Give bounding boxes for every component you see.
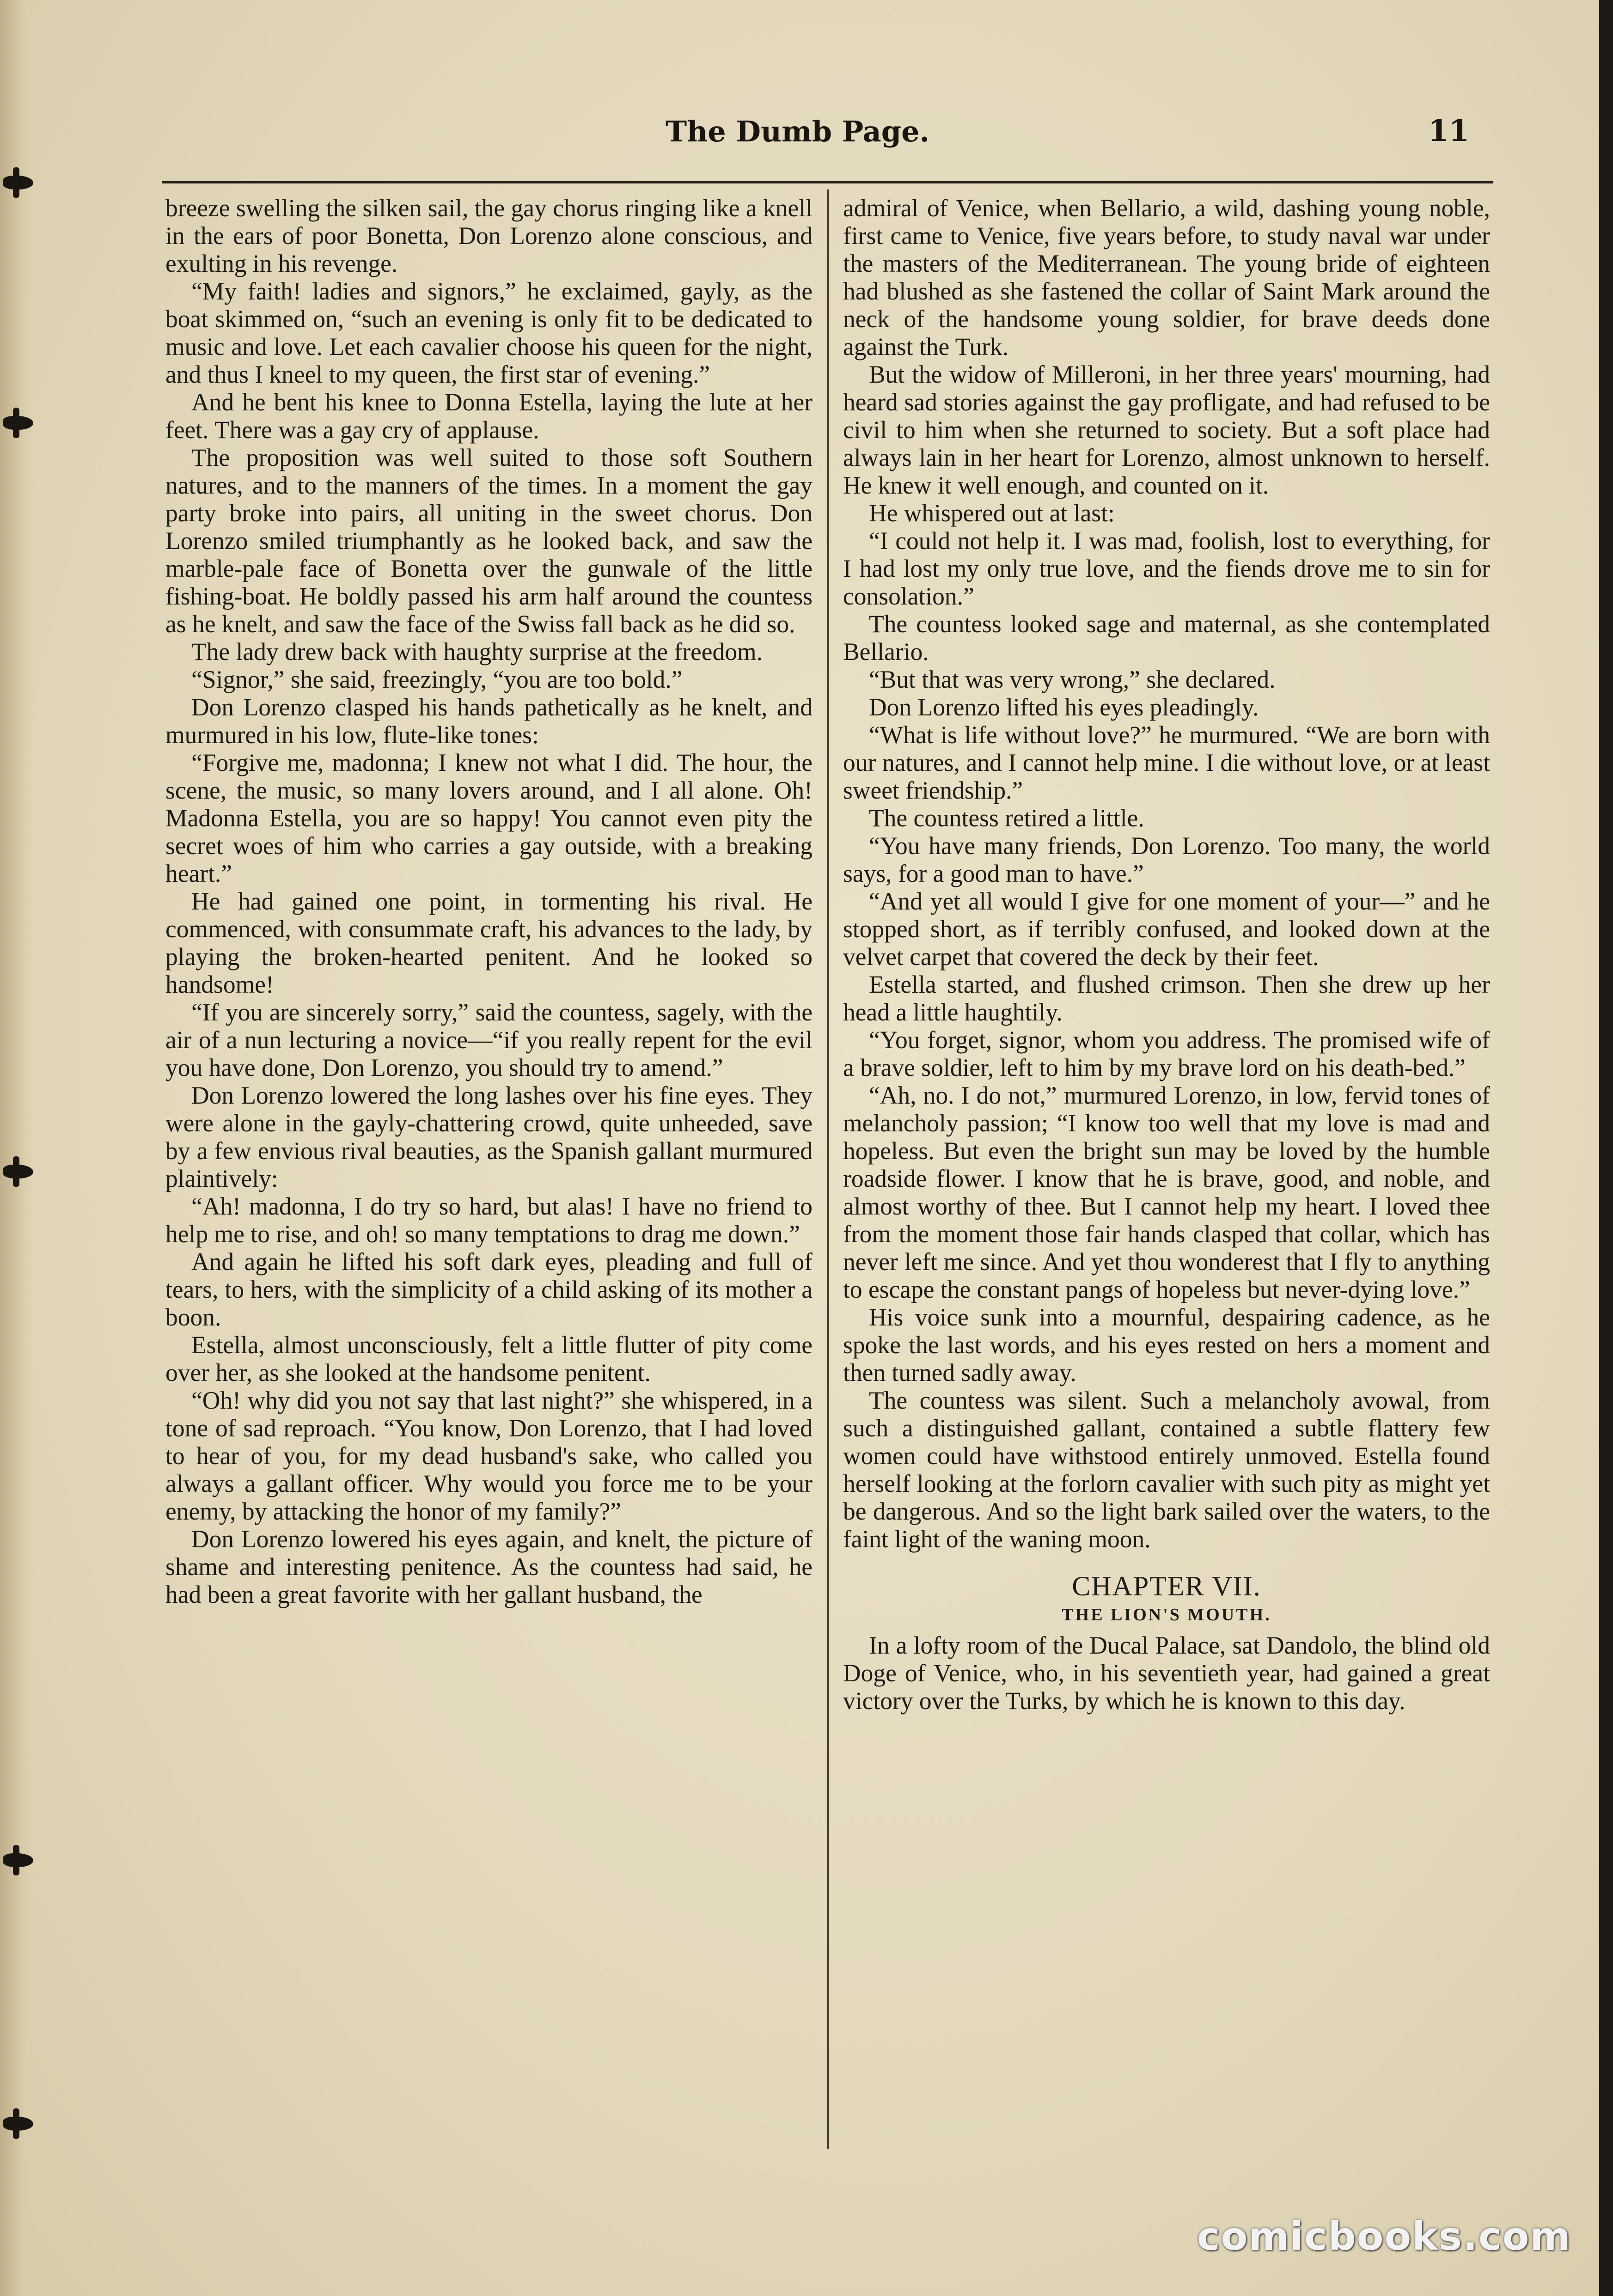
chapter-subtitle: THE LION'S MOUTH.	[1062, 1605, 1271, 1624]
paragraph: “You forget, signor, whom you address. The promised wife of a brave soldier, left to him by my brave lord on his death-bed.”	[843, 1026, 1490, 1081]
paragraph: Don Lorenzo clasped his hands pathetically as he knelt, and murmured in his low, flute-like tones:	[165, 693, 813, 749]
paragraph: “Ah, no. I do not,” murmured Lorenzo, in low, fervid tones of melancholy passion; “I know too well that my love is mad and hopeless. But even the bright sun may be loved by the humble roadside flower. I know that he is brave, good, and noble, and almost worthy of thee. But I cannot help my heart. I loved thee from the moment those fair hands clasped that collar, which has never left me since. And yet thou wonderest that I fly to anything to escape the constant pangs of hopeless but never-dying love.”	[843, 1081, 1490, 1303]
paragraph: “I could not help it. I was mad, foolish, lost to everything, for I had lost my only true love, and the fiends drove me to sin for consolation.”	[843, 527, 1490, 610]
paragraph: In a lofty room of the Ducal Palace, sat Dandolo, the blind old Doge of Venice, who, in his seventieth year, had gained a great victory over the Turks, by which he is known to this day.	[843, 1631, 1490, 1715]
right-column	[843, 194, 1490, 2135]
paragraph: And again he lifted his soft dark eyes, pleading and full of tears, to hers, with the simplicity of a child asking of its mother a boon.	[165, 1248, 813, 1331]
paragraph: “You have many friends, Don Lorenzo. Too many, the world says, for a good man to have.”	[843, 832, 1490, 887]
right-column-text-before-chapter	[843, 194, 1490, 1553]
binding-stitch	[3, 1853, 33, 1867]
binding-stitch	[3, 416, 33, 430]
paragraph: “What is life without love?” he murmured. “We are born with our natures, and I cannot help mine. I die without love, or at least sweet friendship.”	[843, 721, 1490, 804]
header-rule	[162, 181, 1493, 183]
paragraph: “But that was very wrong,” she declared.	[869, 666, 1276, 693]
paragraph: “My faith! ladies and signors,” he exclaimed, gayly, as the boat skimmed on, “such an evening is only fit to be dedicated to music and love. Let each cavalier choose his queen for the night, and thus I kneel to my queen, the first star of evening.”	[165, 277, 813, 388]
paragraph: “If you are sincerely sorry,” said the countess, sagely, with the air of a nun lecturing a novice—“if you really repent for the evil you have done, Don Lorenzo, you should try to amend.”	[165, 998, 813, 1081]
paragraph: The proposition was well suited to those soft Southern natures, and to the manners of the times. In a moment the gay party broke into pairs, all uniting in the sweet chorus. Don Lorenzo smiled triumphantly as he looked back, and saw the marble-pale face of Bonetta over the gunwale of the little fishing-boat. He boldly passed his arm half around the countess as he knelt, and saw the face of the Swiss fall back as he did so.	[165, 444, 813, 638]
chapter-heading: CHAPTER VII.	[1072, 1571, 1261, 1601]
paragraph: The lady drew back with haughty surprise at the freedom.	[191, 638, 763, 666]
paragraph: “And yet all would I give for one moment of your—” and he stopped short, as if terribly confused, and looked down at the velvet carpet that covered the deck by their feet.	[843, 887, 1490, 971]
paragraph: Don Lorenzo lifted his eyes pleadingly.	[869, 693, 1259, 721]
paragraph: Don Lorenzo lowered his eyes again, and knelt, the picture of shame and interesting penitence. As the countess had said, he had been a great favorite with her gallant husband, the	[165, 1525, 813, 1608]
binding-edge	[0, 0, 32, 2296]
paragraph: admiral of Venice, when Bellario, a wild, dashing young noble, first came to Venice, five years before, to study naval war under the masters of the Mediterranean. The young bride of eighteen had blushed as she fastened the collar of Saint Mark around the neck of the handsome young soldier, for brave deeds done against the Turk.	[843, 194, 1490, 360]
paragraph: Estella, almost unconsciously, felt a little flutter of pity come over her, as she looked at the handsome penitent.	[165, 1331, 813, 1386]
paragraph: Estella started, and flushed crimson. Then she drew up her head a little haughtily.	[843, 971, 1490, 1026]
right-column-text-after-chapter	[843, 1631, 1490, 1715]
paragraph: “Signor,” she said, freezingly, “you are too bold.”	[191, 666, 683, 693]
paragraph: He had gained one point, in tormenting his rival. He commenced, with consummate craft, his advances to the lady, by playing the broken-hearted penitent. And he looked so handsome!	[165, 887, 813, 998]
page-number: 11	[1428, 114, 1470, 148]
paragraph: And he bent his knee to Donna Estella, laying the lute at her feet. There was a gay cry of applause.	[165, 388, 813, 444]
paragraph: breeze swelling the silken sail, the gay chorus ringing like a knell in the ears of poor Bonetta, Don Lorenzo alone conscious, and exulting in his revenge.	[165, 194, 813, 277]
paragraph: But the widow of Milleroni, in her three years' mourning, had heard sad stories against the gay profligate, and had refused to be civil to him when she returned to society. But a soft place had always lain in her heart for Lorenzo, almost unknown to herself. He knew it well enough, and counted on it.	[843, 360, 1490, 499]
paragraph: “Forgive me, madonna; I knew not what I did. The hour, the scene, the music, so many lovers around, and I all alone. Oh! Madonna Estella, you are so happy! You cannot even pity the secret woes of him who carries a gay outside, with a breaking heart.”	[165, 749, 813, 887]
binding-stitch	[3, 2117, 33, 2131]
running-header-title: The Dumb Page.	[666, 115, 930, 148]
watermark-logo: comicbooks.com	[1197, 2214, 1571, 2259]
paragraph: “Ah! madonna, I do try so hard, but alas! I have no friend to help me to rise, and oh! so many temptations to drag me down.”	[165, 1192, 813, 1248]
paragraph: His voice sunk into a mournful, despairing cadence, as he spoke the last words, and his eyes rested on hers a moment and then turned sadly away.	[843, 1303, 1490, 1386]
paragraph: The countess retired a little.	[869, 804, 1144, 832]
left-column	[165, 194, 813, 2135]
paragraph: “Oh! why did you not say that last night?” she whispered, in a tone of sad reproach. “You know, Don Lorenzo, that I had loved to hear of you, for my dead husband's sake, who called you always a gallant officer. Why would you force me to be your enemy, by attacking the honor of my family?”	[165, 1386, 813, 1525]
paragraph: Don Lorenzo lowered the long lashes over his fine eyes. They were alone in the gayly-chattering crowd, quite unheeded, save by a few envious rival beauties, as the Spanish gallant murmured plaintively:	[165, 1081, 813, 1192]
column-divider	[827, 189, 829, 2149]
paragraph: The countess looked sage and maternal, as she contemplated Bellario.	[843, 610, 1490, 666]
binding-stitch	[3, 1165, 33, 1179]
binding-stitch	[3, 176, 33, 189]
paragraph: The countess was silent. Such a melancholy avowal, from such a distinguished gallant, contained a subtle flattery few women could have withstood entirely unmoved. Estella found herself looking at the forlorn cavalier with such pity as might yet be dangerous. And so the light bark sailed over the waters, to the faint light of the waning moon.	[843, 1386, 1490, 1553]
paragraph: He whispered out at last:	[869, 499, 1115, 527]
